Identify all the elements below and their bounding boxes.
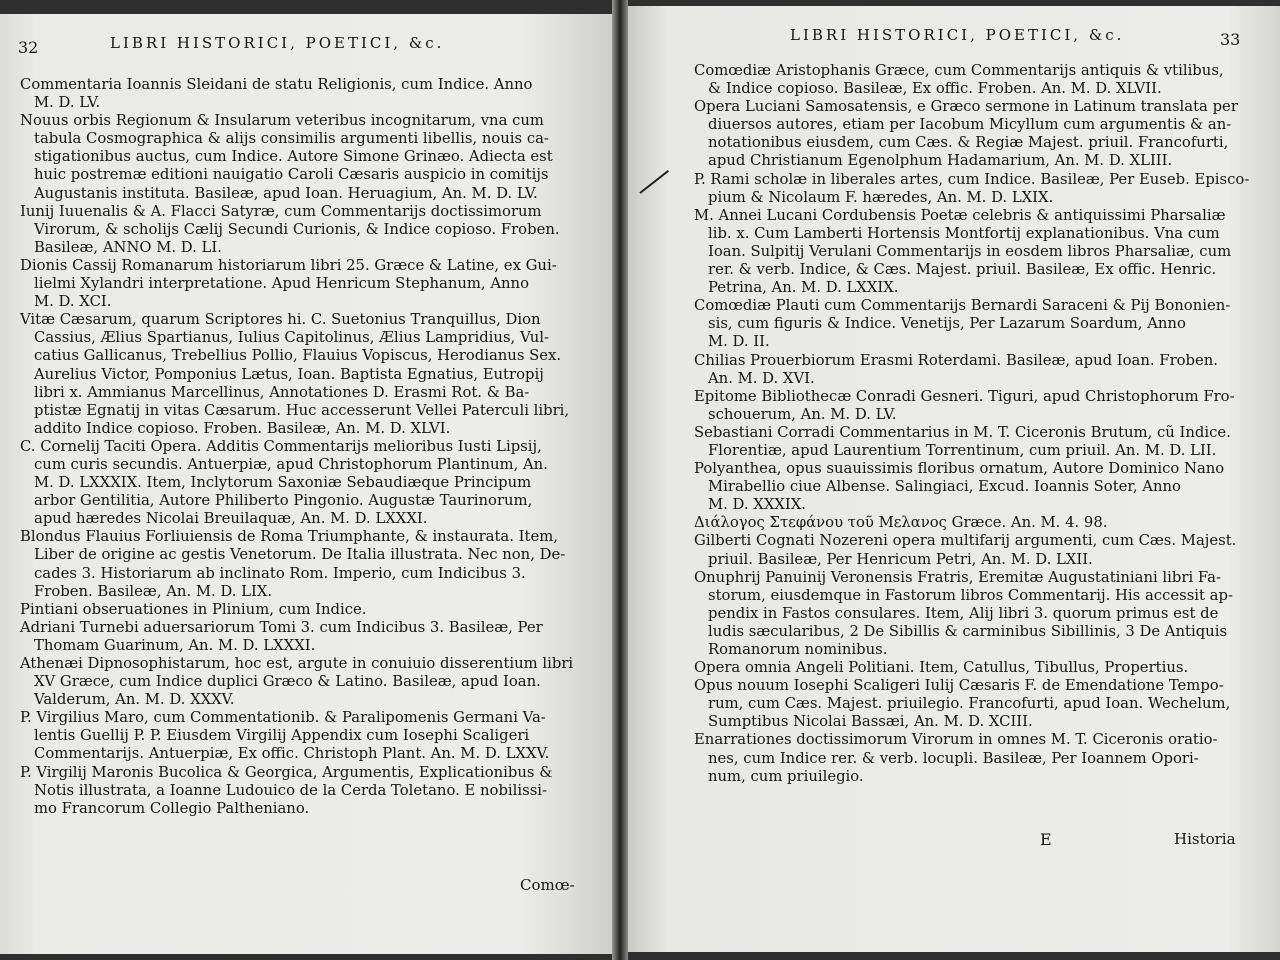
- catalogue-entry: [694, 514, 1242, 532]
- entry-line: Sumptibus Nicolai Bassæi, An. M. D. XCIII.: [708, 713, 1033, 731]
- entry-line: nes, cum Indice rer. & verb. locupli. Basileæ, Per Ioannem Opori-: [708, 749, 1199, 767]
- entry-line: apud hæredes Nicolai Breuilaquæ, An. M. D. LXXXI.: [34, 510, 428, 528]
- catalogue-entry: [20, 311, 572, 438]
- catalogue-entry: [694, 207, 1242, 297]
- entry-line: Enarrationes doctissimorum Virorum in omnes M. T. Ciceronis oratio-: [694, 731, 1218, 749]
- entry-line: Athenæi Dipnosophistarum, hoc est, argute in conuiuio disserentium libri: [20, 655, 574, 672]
- entry-line: stigationibus auctus, cum Indice. Autore Simone Grinæo. Adiecta est: [34, 148, 553, 166]
- left-page: [0, 14, 612, 954]
- entry-line: storum, eiusdemque in Fastorum libros Commentarij. His accessit ap-: [708, 586, 1233, 604]
- catalogue-entry: [694, 352, 1242, 388]
- entry-line: Nouus orbis Regionum & Insularum veteribus incognitarum, vna cum: [20, 112, 544, 130]
- entry-line: Commentarijs. Antuerpiæ, Ex offic. Christoph Plant. An. M. D. LXXV.: [34, 745, 550, 763]
- entry-line: huic postremæ editioni nauigatio Caroli Cæsaris auspicio in comitijs: [34, 166, 549, 184]
- handwritten-tick-mark: [639, 170, 669, 194]
- catalogue-entry: [20, 112, 572, 202]
- entry-line: Mirabellio ciue Albense. Salingiaci, Excud. Ioannis Soter, Anno: [708, 478, 1181, 496]
- entry-line: pendix in Fastos consulares. Item, Alij libri 3. quorum primus est de: [708, 604, 1219, 622]
- entry-line: num, cum priuilegio.: [708, 767, 864, 785]
- entry-line: arbor Gentilitia, Autore Philiberto Pingonio. Augustæ Taurinorum,: [34, 492, 533, 510]
- entry-line: Opera omnia Angeli Politiani. Item, Catullus, Tibullus, Propertius.: [694, 659, 1189, 677]
- catalogue-entry: [694, 677, 1242, 731]
- entry-line: Onuphrij Panuinij Veronensis Fratris, Eremitæ Augustatiniani libri Fa-: [694, 568, 1221, 586]
- catalogue-entry: [20, 203, 572, 257]
- entry-line: M. D. XXXIX.: [708, 496, 806, 514]
- catalogue-entry: [20, 655, 572, 709]
- entry-line: schouerum, An. M. D. LV.: [708, 405, 897, 423]
- entry-line: Comœdiæ Aristophanis Græce, cum Commentarijs antiquis & vtilibus,: [694, 62, 1224, 79]
- entry-line: Opus nouum Iosephi Scaligeri Iulij Cæsaris F. de Emendatione Tempo-: [694, 677, 1224, 695]
- entry-line: An. M. D. XVI.: [708, 369, 815, 387]
- entry-line: Gilberti Cognati Nozereni opera multifarij argumenti, cum Cæs. Majest.: [694, 532, 1237, 550]
- entry-line: Polyanthea, opus suauissimis floribus ornatum, Autore Dominico Nano: [694, 460, 1225, 478]
- entry-line: addito Indice copioso. Froben. Basileæ, An. M. D. XLVI.: [34, 419, 451, 437]
- catalogue-entry: [694, 297, 1242, 351]
- catalogue-entry: [694, 460, 1242, 514]
- entry-line: Διάλογος Στεφάνου τοῦ Μελανος Græce. An. M. 4. 98.: [694, 514, 1108, 532]
- entry-line: & Indice copioso. Basileæ, Ex offic. Froben. An. M. D. XLVII.: [708, 80, 1162, 98]
- entry-line: Florentiæ, apud Laurentium Torrentinum, cum priuil. An. M. D. LII.: [708, 441, 1217, 459]
- entry-line: Opera Luciani Samosatensis, e Græco sermone in Latinum translata per: [694, 98, 1238, 116]
- entry-line: lib. x. Cum Lamberti Hortensis Montfortij explanationibus. Vna cum: [708, 224, 1220, 242]
- entry-line: Virorum, & scholijs Cælij Secundi Curionis, & Indice copioso. Froben.: [34, 220, 560, 238]
- entry-line: Adriani Turnebi aduersariorum Tomi 3. cum Indicibus 3. Basileæ, Per: [20, 618, 543, 636]
- catalogue-entry: [20, 601, 572, 619]
- entry-line: Valderum, An. M. D. XXXV.: [34, 691, 235, 709]
- catalogue-entry: [694, 388, 1242, 424]
- catalogue-entry: [694, 731, 1242, 785]
- entry-line: ludis sæcularibus, 2 De Sibillis & carminibus Sibillinis, 3 De Antiquis: [708, 622, 1228, 640]
- entry-line: Notis illustrata, a Ioanne Ludouico de la Cerda Toletano. E nobilissi-: [34, 781, 548, 799]
- entry-line: cum curis secundis. Antuerpiæ, apud Christophorum Plantinum, An.: [34, 455, 548, 473]
- entry-line: M. D. LV.: [34, 94, 101, 112]
- entry-line: M. D. XCI.: [34, 293, 112, 311]
- catalogue-entry: [20, 619, 572, 655]
- entry-line: Epitome Bibliothecæ Conradi Gesneri. Tiguri, apud Christophorum Fro-: [694, 387, 1235, 405]
- entry-line: Augustanis instituta. Basileæ, apud Ioan. Heruagium, An. M. D. LV.: [34, 184, 538, 202]
- catalogue-entry: [20, 764, 572, 818]
- entry-line: Commentaria Ioannis Sleidani de statu Religionis, cum Indice. Anno: [20, 76, 533, 93]
- entry-line: lentis Guellij P. P. Eiusdem Virgilij Appendix cum Iosephi Scaligeri: [34, 727, 530, 745]
- running-head: LIBRI HISTORICI, POETICI, &c.: [790, 26, 1125, 44]
- page-number: 32: [18, 38, 39, 57]
- entry-line: rum, cum Cæs. Majest. priuilegio. Francofurti, apud Ioan. Wechelum,: [708, 695, 1231, 713]
- entry-line: sis, cum figuris & Indice. Venetijs, Per Lazarum Soardum, Anno: [708, 315, 1186, 333]
- entry-line: notationibus eiusdem, cum Cæs. & Regiæ Majest. priuil. Francofurti,: [708, 134, 1229, 152]
- entry-line: M. D. LXXXIX. Item, Inclytorum Saxoniæ Sebaudiæque Principum: [34, 474, 532, 492]
- entry-line: Aurelius Victor, Pomponius Lætus, Ioan. Baptista Egnatius, Eutropij: [34, 365, 544, 383]
- entry-line: priuil. Basileæ, Per Henricum Petri, An. M. D. LXII.: [708, 550, 1093, 568]
- entry-line: Thomam Guarinum, An. M. D. LXXXI.: [34, 636, 316, 654]
- entry-line: C. Cornelij Taciti Opera. Additis Commentarijs melioribus Iusti Lipsij,: [20, 437, 542, 455]
- entry-line: Chilias Prouerbiorum Erasmi Roterdami. Basileæ, apud Ioan. Froben.: [694, 351, 1219, 369]
- entry-line: XV Græce, cum Indice duplici Græco & Latino. Basileæ, apud Ioan.: [34, 673, 541, 691]
- entry-line: Comœdiæ Plauti cum Commentarijs Bernardi Saraceni & Pij Bononien-: [694, 297, 1231, 315]
- entry-line: M. D. II.: [708, 333, 770, 351]
- page-number: 33: [1220, 30, 1241, 49]
- entry-line: rer. & verb. Indice, & Cæs. Majest. priuil. Basileæ, Ex offic. Henric.: [708, 261, 1217, 279]
- entry-line: Blondus Flauius Forliuiensis de Roma Triumphante, & instaurata. Item,: [20, 528, 558, 546]
- entry-line: Liber de origine ac gestis Venetorum. De Italia illustrata. Nec non, De-: [34, 546, 566, 564]
- catalogue-entry: [20, 709, 572, 763]
- entry-line: Dionis Cassij Romanarum historiarum libri 25. Græce & Latine, ex Gui-: [20, 256, 557, 274]
- entry-line: Sebastiani Corradi Commentarius in M. T. Ciceronis Brutum, cũ Indice.: [694, 423, 1231, 441]
- entry-line: P. Virgilij Maronis Bucolica & Georgica, Argumentis, Explicationibus &: [20, 763, 553, 781]
- catalogue-entry: [20, 76, 572, 112]
- entry-line: Ioan. Sulpitij Verulani Commentarijs in eosdem libros Pharsaliæ, cum: [708, 242, 1232, 260]
- entry-line: cades 3. Historiarum ab inclinato Rom. Imperio, cum Indicibus 3.: [34, 564, 526, 582]
- signature-mark: E: [1040, 830, 1052, 849]
- catchword: Historia: [1174, 830, 1236, 848]
- entry-line: apud Christianum Egenolphum Hadamarium, An. M. D. XLIII.: [708, 152, 1173, 170]
- entry-line: Vitæ Cæsarum, quarum Scriptores hi. C. Suetonius Tranquillus, Dion: [20, 311, 541, 329]
- entry-line: libri x. Ammianus Marcellinus, Annotationes D. Erasmi Rot. & Ba-: [34, 383, 530, 401]
- entry-line: M. Annei Lucani Cordubensis Poetæ celebris & antiquissimi Pharsaliæ: [694, 206, 1226, 224]
- entry-line: mo Francorum Collegio Paltheniano.: [34, 799, 310, 817]
- entry-line: P. Rami scholæ in liberales artes, cum Indice. Basileæ, Per Euseb. Episco-: [694, 170, 1250, 188]
- catalogue-entry: [694, 98, 1242, 170]
- running-head: LIBRI HISTORICI, POETICI, &c.: [110, 34, 445, 52]
- entry-line: P. Virgilius Maro, cum Commentationib. & Paralipomenis Germani Va-: [20, 709, 546, 727]
- entry-line: Petrina, An. M. D. LXXIX.: [708, 279, 899, 297]
- entry-line: Pintiani obseruationes in Plinium, cum Indice.: [20, 600, 367, 618]
- entry-line: Iunij Iuuenalis & A. Flacci Satyræ, cum Commentarijs doctissimorum: [20, 202, 542, 220]
- entry-list: [694, 62, 1250, 786]
- catalogue-entry: [694, 170, 1250, 207]
- entry-line: lielmi Xylandri interpretatione. Apud Henricum Stephanum, Anno: [34, 275, 529, 293]
- entry-line: pium & Nicolaum F. hæredes, An. M. D. LXIX.: [708, 188, 1054, 206]
- catalogue-entry: [20, 438, 572, 528]
- right-page: [628, 6, 1280, 952]
- entry-line: Romanorum nominibus.: [708, 641, 888, 658]
- catalogue-entry: [694, 659, 1242, 677]
- entry-line: ptistæ Egnatij in vitas Cæsarum. Huc accesserunt Vellei Paterculi libri,: [34, 401, 570, 419]
- entry-line: tabula Cosmographica & alijs consimilis argumenti libellis, nouis ca-: [34, 130, 549, 148]
- catalogue-entry: [694, 532, 1242, 568]
- catalogue-entry: [694, 424, 1242, 460]
- book-gutter: [612, 0, 628, 960]
- catalogue-entry: [694, 569, 1242, 659]
- catchword: Comœ-: [520, 876, 575, 894]
- catalogue-entry: [694, 62, 1242, 98]
- catalogue-entry: [20, 528, 572, 600]
- entry-line: Basileæ, ANNO M. D. LI.: [34, 238, 222, 256]
- entry-line: diuersos autores, etiam per Iacobum Micyllum cum argumentis & an-: [708, 116, 1232, 134]
- entry-list: [20, 76, 572, 818]
- entry-line: Froben. Basileæ, An. M. D. LIX.: [34, 582, 273, 600]
- catalogue-entry: [20, 257, 572, 311]
- entry-line: catius Gallicanus, Trebellius Pollio, Flauius Vopiscus, Herodianus Sex.: [34, 347, 562, 365]
- entry-line: Cassius, Ælius Spartianus, Iulius Capitolinus, Ælius Lampridius, Vul-: [34, 329, 549, 347]
